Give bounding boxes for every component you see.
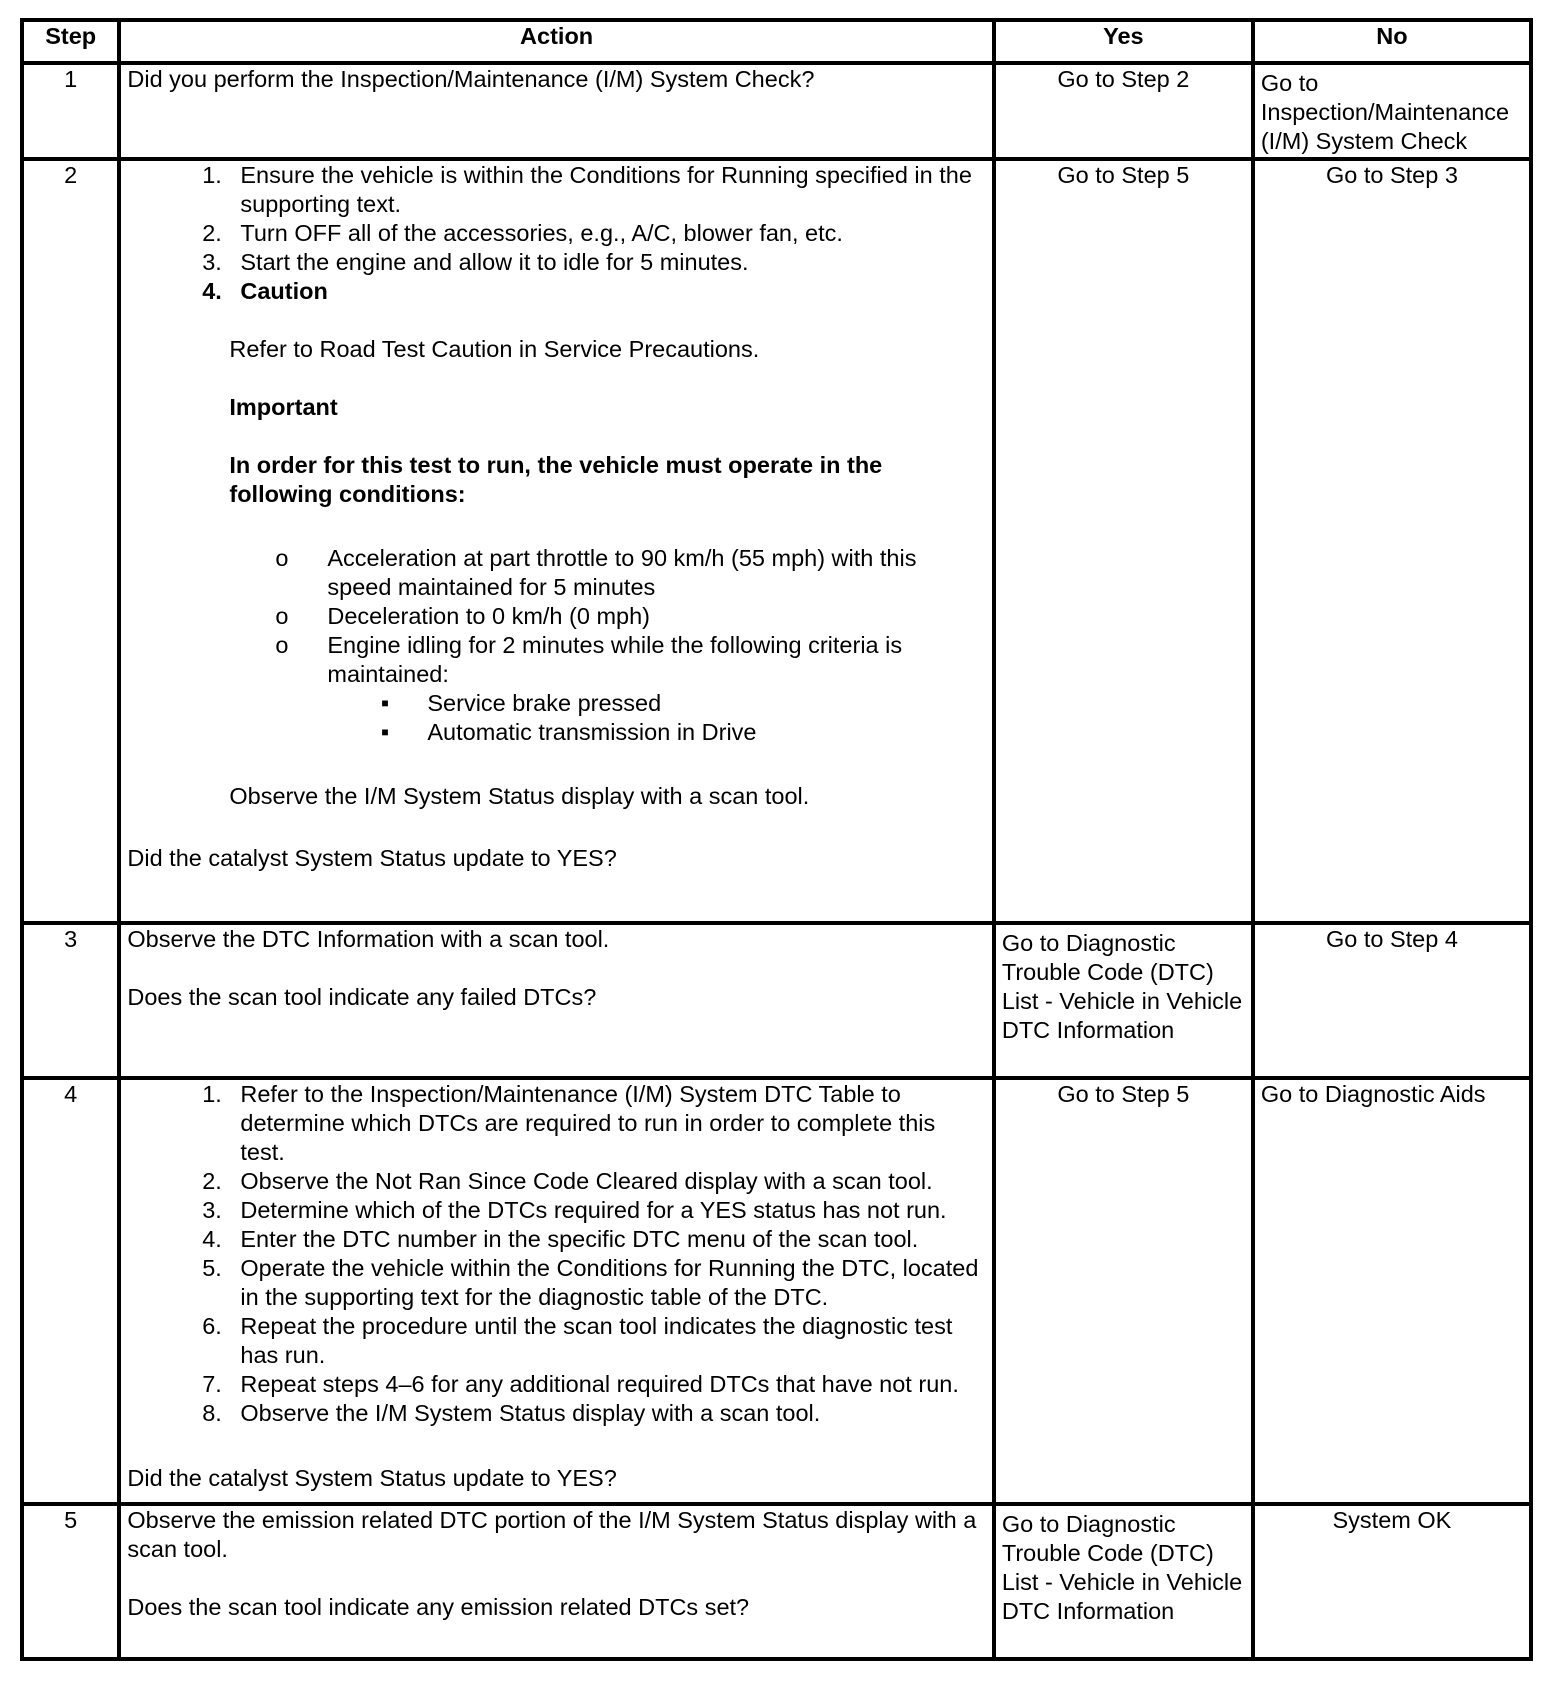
yes-link[interactable]: Go to Step 5 (1057, 1081, 1190, 1107)
procedure-item: 2. Turn OFF all of the accessories, e.g., A/C, blower fan, etc. (228, 219, 985, 248)
criteria-item: ■ Automatic transmission in Drive (427, 718, 985, 747)
instruction-text: Observe the emission related DTC portion of the I/M System Status display with a scan tool. (127, 1507, 977, 1562)
yes-cell (994, 63, 1253, 159)
conditions-list (127, 544, 985, 747)
no-link[interactable]: System OK (1332, 1507, 1452, 1533)
question-text: Does the scan tool indicate any emission related DTCs set? (127, 1594, 750, 1620)
condition-text: Engine idling for 2 minutes while the following criteria is maintained: (327, 632, 903, 687)
diagnostic-table (20, 18, 1533, 1661)
yes-cell (994, 1504, 1253, 1659)
observe-text: Observe the I/M System Status display with a scan tool. (229, 783, 810, 809)
important-text: In order for this test to run, the vehicle must operate in the following conditions: (229, 452, 883, 507)
header-action: Action (119, 20, 993, 63)
procedure-list (127, 1080, 985, 1428)
no-cell (1253, 1504, 1531, 1659)
table-row-step-2 (22, 159, 1531, 923)
condition-item: o Deceleration to 0 km/h (0 mph) (327, 602, 985, 631)
table-row-step-5 (22, 1504, 1531, 1659)
caution-text: Refer to Road Test Caution in Service Precautions. (229, 336, 760, 362)
yes-cell (994, 1078, 1253, 1504)
yes-cell (994, 159, 1253, 923)
action-cell (119, 63, 993, 159)
no-cell (1253, 1078, 1531, 1504)
yes-cell (994, 923, 1253, 1078)
header-step: Step (22, 20, 119, 63)
action-cell (119, 923, 993, 1078)
step-number: 1 (22, 63, 119, 159)
procedure-list (127, 161, 985, 306)
yes-link[interactable]: Go to Diagnostic Trouble Code (DTC) List - Vehicle in Vehicle DTC Information (1001, 1511, 1243, 1624)
no-link[interactable]: Go to Step 4 (1325, 926, 1458, 952)
procedure-item: 3. Start the engine and allow it to idle for 5 minutes. (228, 248, 985, 277)
procedure-item: 1. Refer to the Inspection/Maintenance (I/M) System DTC Table to determine which DTCs are required to run in order to complete this test. (228, 1080, 985, 1167)
action-cell (119, 159, 993, 923)
action-cell (119, 1504, 993, 1659)
procedure-item: 2. Observe the Not Ran Since Code Cleared display with a scan tool. (228, 1167, 985, 1196)
no-link[interactable]: Go to Diagnostic Aids (1260, 1081, 1486, 1107)
question-text: Did the catalyst System Status update to YES? (127, 1465, 617, 1491)
criteria-list (327, 689, 985, 747)
question-text: Did you perform the Inspection/Maintenance (I/M) System Check? (127, 66, 815, 92)
header-row (22, 20, 1531, 63)
procedure-item: 6. Repeat the procedure until the scan tool indicates the diagnostic test has run. (228, 1312, 985, 1370)
action-cell (119, 1078, 993, 1504)
procedure-item: 5. Operate the vehicle within the Conditions for Running the DTC, located in the supporting text for the diagnostic table of the DTC. (228, 1254, 985, 1312)
step-number: 3 (22, 923, 119, 1078)
header-yes: Yes (994, 20, 1253, 63)
step-number: 4 (22, 1078, 119, 1504)
procedure-item: 8. Observe the I/M System Status display with a scan tool. (228, 1399, 985, 1428)
table-row-step-4 (22, 1078, 1531, 1504)
no-cell (1253, 923, 1531, 1078)
no-link[interactable]: Go to Step 3 (1325, 162, 1458, 188)
important-label: Important (229, 394, 338, 420)
yes-link[interactable]: Go to Step 2 (1057, 66, 1190, 92)
condition-item (327, 631, 985, 747)
procedure-item: 1. Ensure the vehicle is within the Conditions for Running specified in the supporting text. (228, 161, 985, 219)
condition-item: o Acceleration at part throttle to 90 km/h (55 mph) with this speed maintained for 5 minutes (327, 544, 985, 602)
table-row-step-3 (22, 923, 1531, 1078)
header-no: No (1253, 20, 1531, 63)
no-cell (1253, 159, 1531, 923)
no-cell (1253, 63, 1531, 159)
procedure-item: 4. Enter the DTC number in the specific DTC menu of the scan tool. (228, 1225, 985, 1254)
criteria-item: ■ Service brake pressed (427, 689, 985, 718)
procedure-item: 7. Repeat steps 4–6 for any additional required DTCs that have not run. (228, 1370, 985, 1399)
step-number: 5 (22, 1504, 119, 1659)
caution-block (127, 306, 985, 538)
no-link[interactable]: Go to Inspection/Maintenance (I/M) System Check (1260, 70, 1510, 154)
instruction-text: Observe the DTC Information with a scan tool. (127, 926, 610, 952)
yes-link[interactable]: Go to Diagnostic Trouble Code (DTC) List - Vehicle in Vehicle DTC Information (1001, 930, 1243, 1043)
procedure-item: 3. Determine which of the DTCs required for a YES status has not run. (228, 1196, 985, 1225)
question-text: Does the scan tool indicate any failed DTCs? (127, 984, 597, 1010)
caution-label: 4. Caution (228, 277, 985, 306)
step-number: 2 (22, 159, 119, 923)
observe-block (127, 747, 985, 844)
question-text: Did the catalyst System Status update to YES? (127, 845, 617, 871)
table-row-step-1 (22, 63, 1531, 159)
yes-link[interactable]: Go to Step 5 (1057, 162, 1190, 188)
